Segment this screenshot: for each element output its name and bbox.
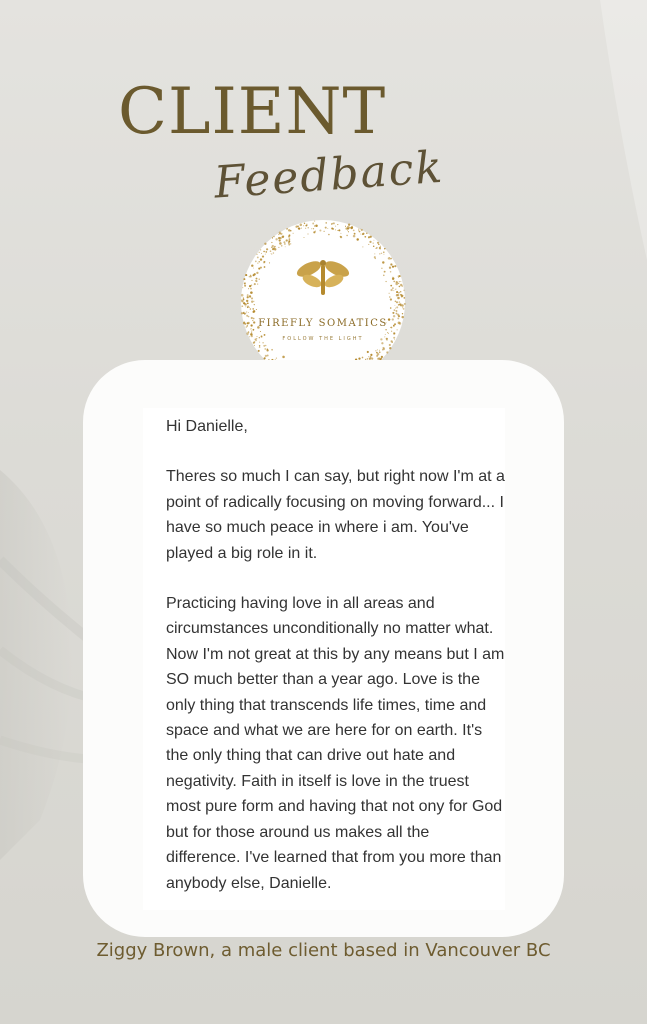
page-title: CLIENT — [118, 75, 387, 149]
letter-greeting: Hi Danielle, — [166, 418, 248, 435]
letter-paragraph-2: Practicing having love in all areas and circumstances unconditionally no matter what. Now I'm not great at this by any means but I am SO much better than a year ago. Love is the only thing that transcends life times, time and space and what we are here for on earth. It's the only thing that can drive out hate and negativity. Faith in itself is love in the truest most pure form and having that not ony for God but for those around us makes all the difference. I've learned that from you more than anybody else, Danielle. — [166, 595, 505, 892]
logo-brand-name: FIREFLY SOMATICS — [258, 318, 388, 329]
letter-body — [166, 414, 506, 896]
logo-tagline: FOLLOW THE LIGHT — [282, 336, 364, 342]
page-subtitle: Feedback — [212, 141, 446, 209]
letter-paragraph-1: Theres so much I can say, but right now I'm at a point of radically focusing on moving forward... I have so much peace in where i am. You've played a big role in it. — [166, 468, 505, 562]
client-caption: Ziggy Brown, a male client based in Vancouver BC — [96, 940, 551, 961]
